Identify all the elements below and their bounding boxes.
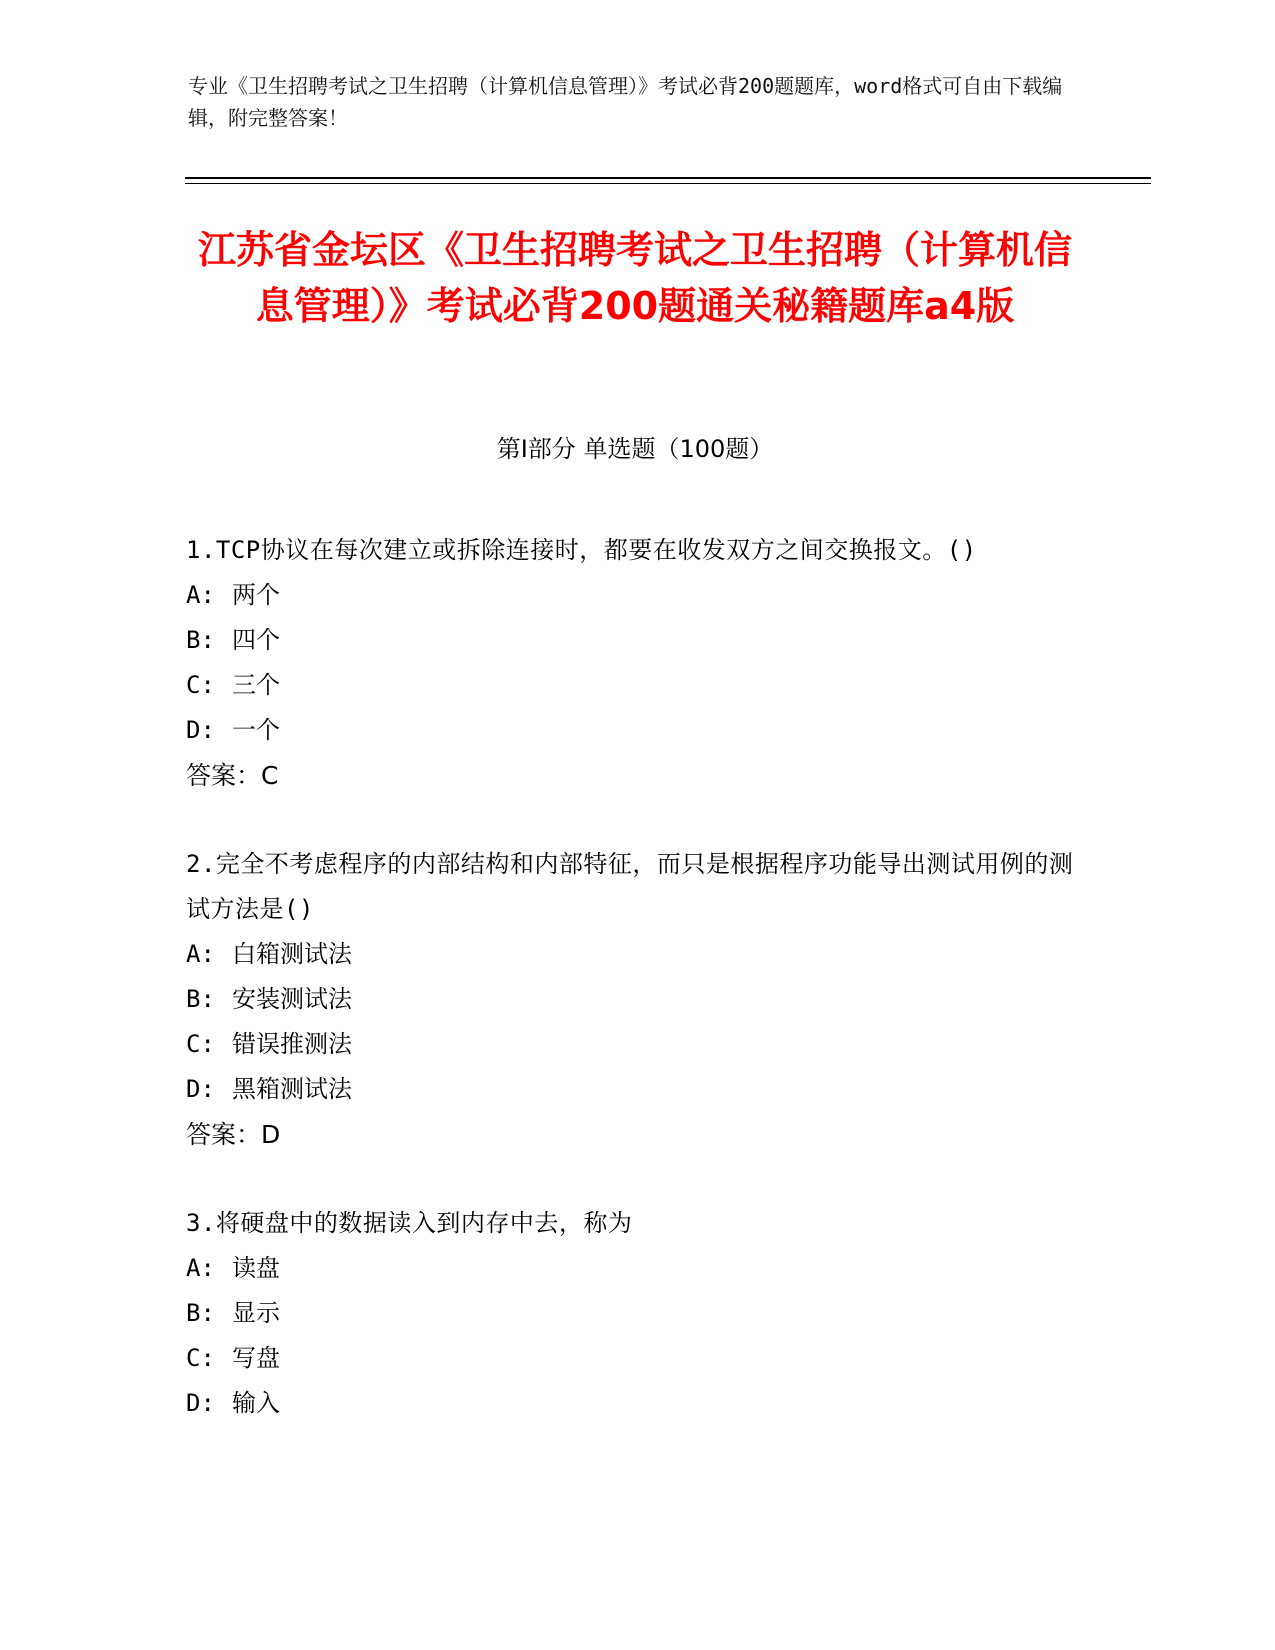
option-text: 两个 xyxy=(232,581,280,609)
option-letter: B: xyxy=(186,626,215,654)
header-note: 专业《卫生招聘考试之卫生招聘（计算机信息管理）》考试必背200题题库，word格式可自由下载编辑，附完整答案！ xyxy=(188,74,1063,130)
option-b xyxy=(186,977,1076,1022)
question-3 xyxy=(186,1201,1076,1426)
option-text: 四个 xyxy=(232,626,280,654)
question-1 xyxy=(186,528,1076,798)
option-letter: C: xyxy=(186,1344,215,1372)
option-letter: C: xyxy=(186,1030,215,1058)
option-letter: A: xyxy=(186,581,215,609)
option-d xyxy=(186,708,1076,753)
option-text: 输入 xyxy=(232,1389,280,1417)
option-letter: A: xyxy=(186,940,215,968)
option-text: 黑箱测试法 xyxy=(232,1075,352,1103)
option-letter: A: xyxy=(186,1254,215,1282)
option-letter: D: xyxy=(186,1389,215,1417)
option-text: 读盘 xyxy=(232,1254,280,1282)
option-a xyxy=(186,573,1076,618)
option-a xyxy=(186,1246,1076,1291)
option-letter: D: xyxy=(186,1075,215,1103)
section-heading: 第Ⅰ部分 单选题（100题） xyxy=(496,435,774,463)
option-c xyxy=(186,663,1076,708)
option-d xyxy=(186,1067,1076,1112)
answer-line: 答案：C xyxy=(186,761,279,790)
question-stem: 2.完全不考虑程序的内部结构和内部特征，而只是根据程序功能导出测试用例的测试方法是() xyxy=(186,850,1074,923)
option-text: 一个 xyxy=(232,716,280,744)
option-letter: C: xyxy=(186,671,215,699)
option-a xyxy=(186,932,1076,977)
option-text: 白箱测试法 xyxy=(232,940,352,968)
option-b xyxy=(186,618,1076,663)
document-title: 江苏省金坛区《卫生招聘考试之卫生招聘（计算机信息管理）》考试必背200题通关秘籍题库a4版 xyxy=(197,228,1072,328)
question-list xyxy=(186,528,1076,1470)
header-rule-thin xyxy=(185,183,1151,184)
header-rule-thick xyxy=(185,177,1151,179)
answer-line: 答案：D xyxy=(186,1120,281,1149)
question-2 xyxy=(186,842,1076,1157)
option-text: 写盘 xyxy=(232,1344,280,1372)
option-letter: D: xyxy=(186,716,215,744)
option-letter: B: xyxy=(186,985,215,1013)
option-c xyxy=(186,1336,1076,1381)
option-text: 安装测试法 xyxy=(232,985,352,1013)
option-text: 显示 xyxy=(232,1299,280,1327)
question-stem: 3.将硬盘中的数据读入到内存中去，称为 xyxy=(186,1209,633,1237)
option-letter: B: xyxy=(186,1299,215,1327)
option-c xyxy=(186,1022,1076,1067)
option-text: 错误推测法 xyxy=(232,1030,352,1058)
question-stem: 1.TCP协议在每次建立或拆除连接时，都要在收发双方之间交换报文。() xyxy=(186,536,977,564)
option-b xyxy=(186,1291,1076,1336)
option-d xyxy=(186,1381,1076,1426)
option-text: 三个 xyxy=(232,671,280,699)
